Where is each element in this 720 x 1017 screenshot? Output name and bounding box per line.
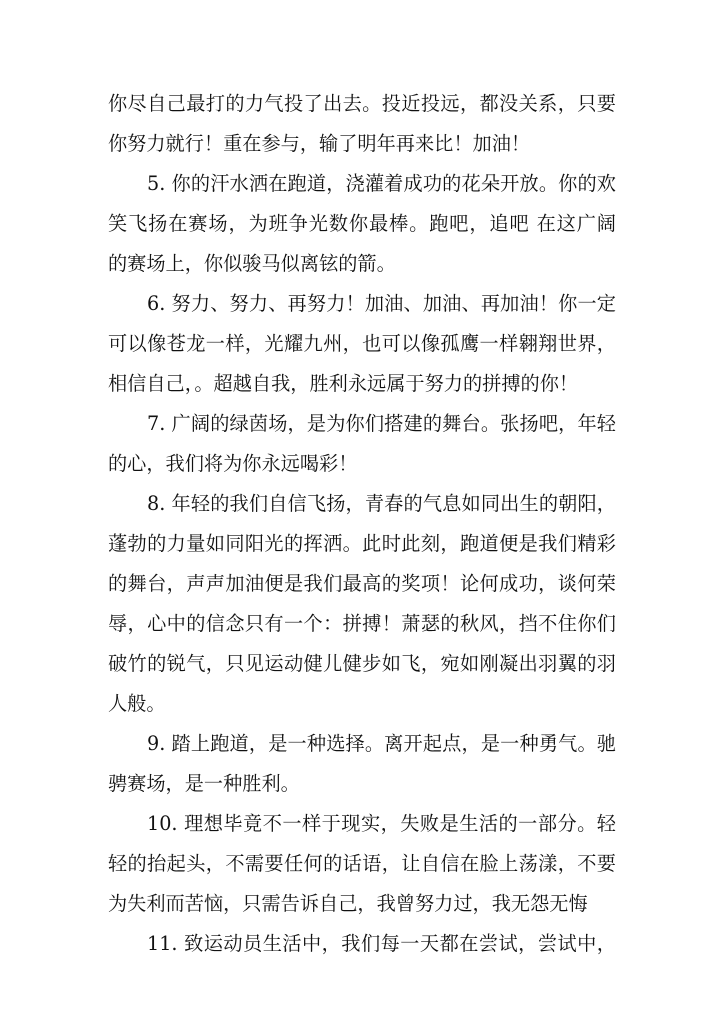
text-line: 蓬勃的力量如同阳光的挥洒。此时此刻，跑道便是我们精彩 xyxy=(108,532,616,555)
text-line: 6. 努力、努力、再努力！加油、加油、再加油！你一定 xyxy=(147,292,616,315)
text-line: 相信自己，。超越自我，胜利永远属于努力的拼搏的你！ xyxy=(108,372,579,395)
text-line: 骋赛场，是一种胜利。 xyxy=(108,772,300,795)
text-line: 辱，心中的信念只有一个：拼搏！萧瑟的秋风，挡不住你们 xyxy=(108,612,616,635)
text-line: 10. 理想毕竟不一样于现实，失败是生活的一部分。轻 xyxy=(147,812,616,835)
text-line: 的赛场上，你似骏马似离铉的箭。 xyxy=(108,252,396,275)
text-line: 8. 年轻的我们自信飞扬，青春的气息如同出生的朝阳， xyxy=(147,492,616,515)
text-line: 可以像苍龙一样，光耀九州，也可以像孤鹰一样翱翔世界， xyxy=(108,332,616,355)
text-line: 11. 致运动员生活中，我们每一天都在尝试，尝试中， xyxy=(147,932,616,955)
text-line: 7. 广阔的绿茵场，是为你们搭建的舞台。张扬吧，年轻 xyxy=(147,412,616,435)
text-line: 为失利而苦恼，只需告诉自己，我曾努力过，我无怨无悔 xyxy=(108,892,588,915)
text-line: 你尽自己最打的力气投了出去。投近投远，都没关系，只要 xyxy=(108,92,616,115)
text-line: 5. 你的汗水洒在跑道，浇灌着成功的花朵开放。你的欢 xyxy=(147,172,616,195)
text-line: 9. 踏上跑道，是一种选择。离开起点，是一种勇气。驰 xyxy=(147,732,616,755)
text-line: 你努力就行！重在参与，输了明年再来比！加油！ xyxy=(108,132,531,155)
text-line: 的舞台，声声加油便是我们最高的奖项！论何成功，谈何荣 xyxy=(108,572,616,595)
text-line: 轻的抬起头，不需要任何的话语，让自信在脸上荡漾，不要 xyxy=(108,852,616,875)
text-line: 笑飞扬在赛场，为班争光数你最棒。跑吧，追吧 在这广阔 xyxy=(108,212,616,235)
text-line: 破竹的锐气，只见运动健儿健步如飞，宛如刚凝出羽翼的羽 xyxy=(108,652,616,675)
text-line: 人般。 xyxy=(108,692,166,715)
text-line: 的心，我们将为你永远喝彩！ xyxy=(108,452,358,475)
